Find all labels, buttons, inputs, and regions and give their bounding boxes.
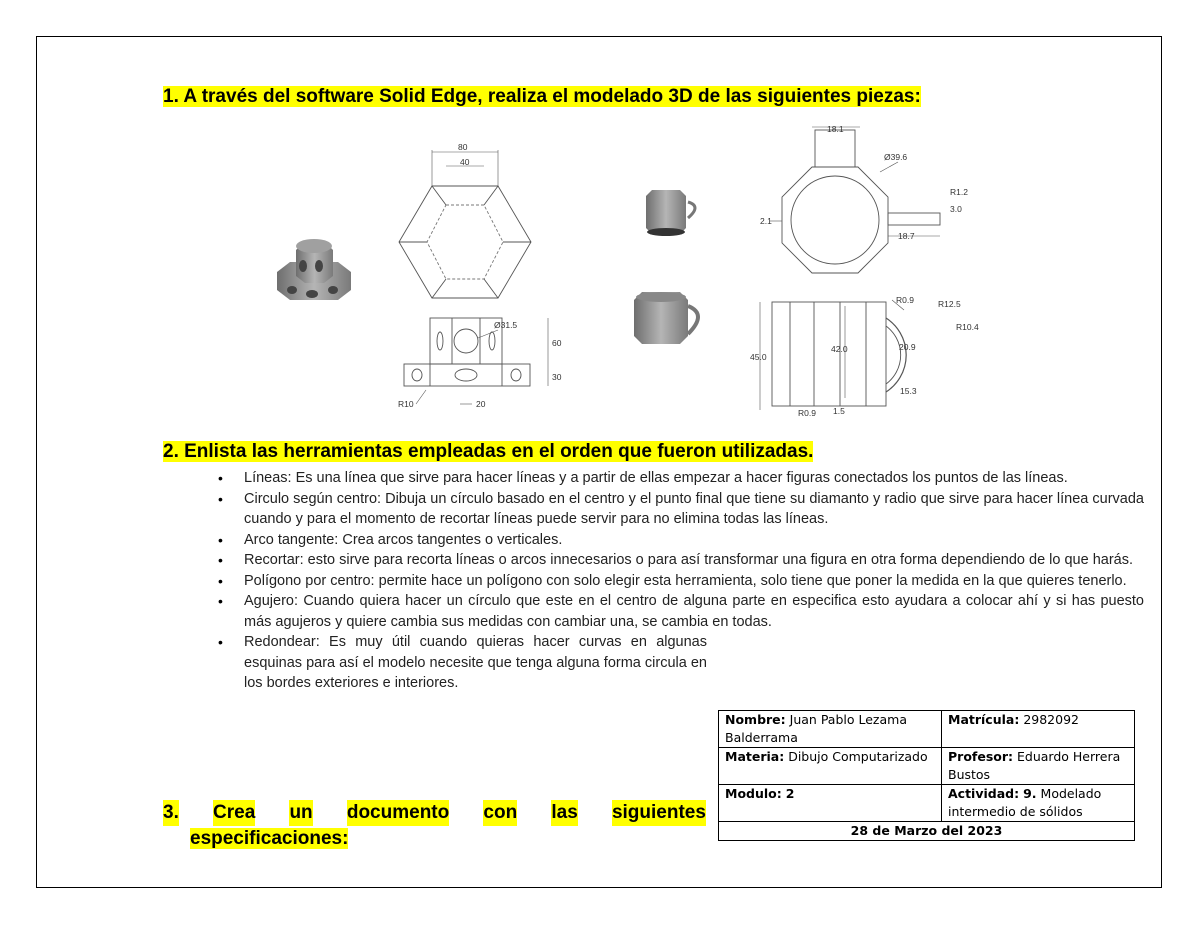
actividad-cell: Actividad: 9. Modelado intermedio de sólidos — [942, 785, 1135, 822]
section-3-line-2: especificaciones: — [190, 828, 349, 849]
hex-front-view-drawing — [404, 318, 548, 404]
dim-40: 40 — [460, 157, 470, 167]
section-2-heading: 2. Enlista las herramientas empleadas en el orden que fueron utilizadas. — [163, 441, 814, 462]
mug-3d-image-large — [634, 292, 698, 344]
dim-r0-9-top: R0.9 — [896, 295, 914, 305]
materia-cell: Materia: Dibujo Computarizado — [719, 748, 942, 785]
dim-diameter-39-6: Ø39.6 — [884, 152, 908, 162]
dim-20-9: 20.9 — [899, 342, 916, 352]
list-item: • Líneas: Es una línea que sirve para hacer líneas y a partir de ellas empezar a hacer figuras conectados los puntos de las líneas. — [214, 468, 1144, 489]
section-3-number: 3. — [163, 800, 179, 826]
student-info-table — [718, 710, 1135, 841]
dim-30: 30 — [552, 372, 562, 382]
mug-3d-image-small — [646, 190, 695, 236]
dim-18-1: 18.1 — [827, 124, 844, 134]
section-3-word: con — [483, 800, 517, 826]
matricula-cell: Matrícula: 2982092 — [942, 711, 1135, 748]
profesor-cell: Profesor: Eduardo Herrera Bustos — [942, 748, 1135, 785]
section-3-word: siguientes — [612, 800, 706, 826]
list-item: • Redondear: Es muy útil cuando quieras hacer curvas en algunas esquinas para así el modelo necesite que tenga alguna forma circula en los bordes exteriores e interiores. — [214, 632, 707, 694]
dim-r10-4: R10.4 — [956, 322, 979, 332]
dim-r1-2: R1.2 — [950, 187, 968, 197]
nombre-cell: Nombre: Juan Pablo Lezama Balderrama — [719, 711, 942, 748]
dim-r10: R10 — [398, 399, 414, 409]
list-item: • Circulo según centro: Dibuja un círculo basado en el centro y el punto final que tiene su diamanto y radio que sirve para hacer línea curvada cuando y para el momento de recortar líneas puede servir para no elimina todas las líneas. — [214, 489, 1144, 530]
dim-42-0: 42.0 — [831, 344, 848, 354]
hex-top-view-drawing — [399, 150, 531, 298]
dim-15-3: 15.3 — [900, 386, 917, 396]
dim-3-0: 3.0 — [950, 204, 962, 214]
list-item: • Polígono por centro: permite hace un polígono con solo elegir esta herramienta, solo tiene que poner la medida en la que quieres tenerlo. — [214, 571, 1144, 592]
list-item: • Arco tangente: Crea arcos tangentes o verticales. — [214, 530, 1144, 551]
mug-side-view-drawing — [760, 300, 906, 410]
dim-18-7: 18.7 — [898, 231, 915, 241]
section-3-heading — [163, 800, 706, 852]
dim-45-0: 45.0 — [750, 352, 767, 362]
mug-top-view-drawing — [770, 127, 940, 273]
drawings-area — [0, 0, 1200, 440]
dim-60: 60 — [552, 338, 562, 348]
section-1-heading: 1. A través del software Solid Edge, realiza el modelado 3D de las siguientes piezas: — [163, 86, 921, 107]
hex-part-3d-image — [277, 239, 351, 300]
dim-r0-9-bottom: R0.9 — [798, 408, 816, 418]
section-3-word: un — [289, 800, 312, 826]
section-3-word: las — [551, 800, 577, 826]
section-3-word: documento — [347, 800, 449, 826]
date-cell: 28 de Marzo del 2023 — [719, 822, 1135, 841]
dim-1-5: 1.5 — [833, 406, 845, 416]
dim-2-1: 2.1 — [760, 216, 772, 226]
dim-20: 20 — [476, 399, 486, 409]
tools-list — [214, 468, 1144, 694]
dim-r12-5: R12.5 — [938, 299, 961, 309]
dim-80: 80 — [458, 142, 468, 152]
list-item: • Agujero: Cuando quiera hacer un círculo que este en el centro de alguna parte en especifica esto ayudara a colocar ahí y si has puesto más agujeros y quiere cambia sus medidas con cambiar una, se cambia en todas. — [214, 591, 1144, 632]
dim-diameter-31-5: Ø31.5 — [494, 320, 518, 330]
list-item: • Recortar: esto sirve para recorta líneas o arcos innecesarios o para así transformar una figura en otra forma dependiendo de lo que harás. — [214, 550, 1144, 571]
section-3-word: Crea — [213, 800, 255, 826]
modulo-cell: Modulo: 2 — [719, 785, 942, 822]
